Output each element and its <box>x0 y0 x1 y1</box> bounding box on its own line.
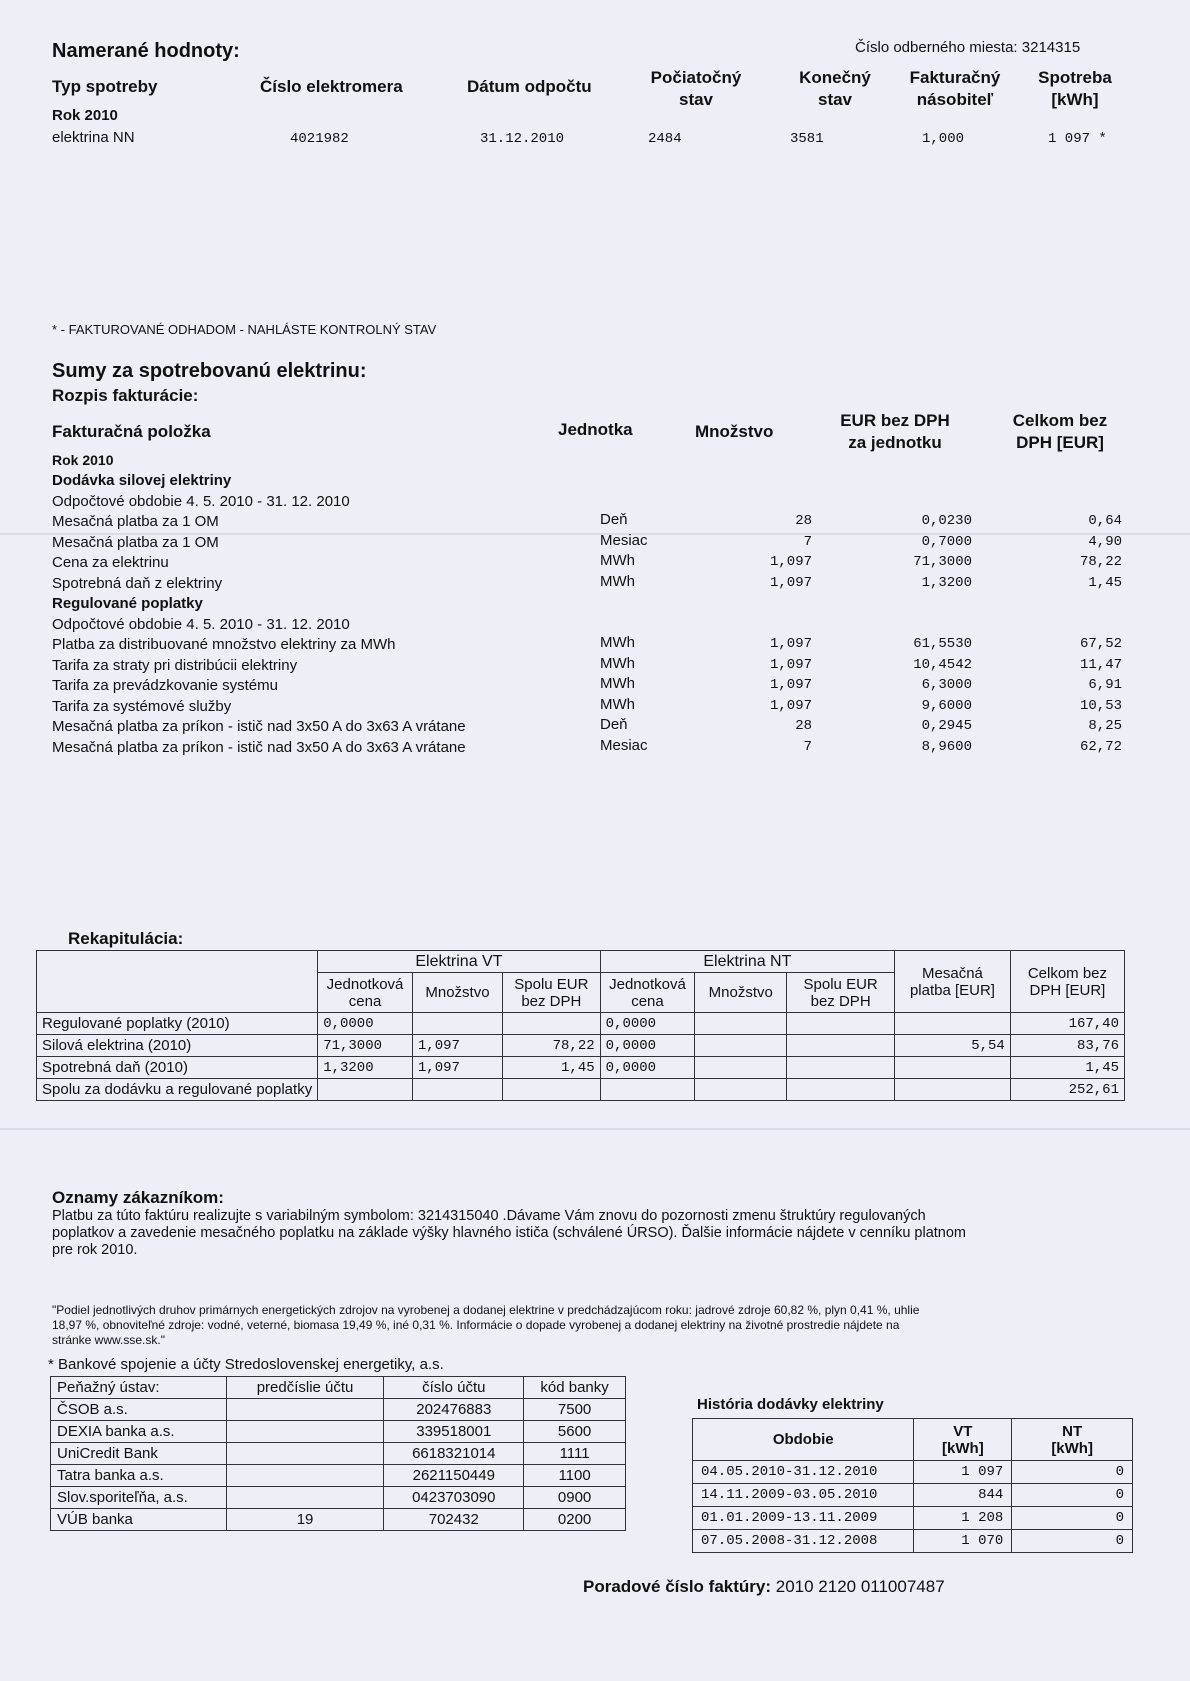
rekap-nt-sp: Spolu EUR bez DPH <box>787 973 895 1013</box>
col-kon: Konečný stav <box>799 68 871 109</box>
bank-prefix <box>226 1421 384 1443</box>
billing-unit: MWh <box>600 695 635 713</box>
bank-prefix <box>226 1399 384 1421</box>
billing-row <box>52 654 1132 678</box>
billing-total: 62,72 <box>1079 738 1122 755</box>
bank-row <box>51 1465 626 1487</box>
history-vt: 1 070 <box>914 1530 1012 1553</box>
invoice-value: 2010 2120 011007487 <box>775 1577 945 1596</box>
bank-code: 0200 <box>524 1509 626 1531</box>
rekap-cell-vt-sp <box>503 1013 601 1035</box>
history-vt: 1 097 <box>914 1461 1012 1484</box>
bank-col-header: kód banky <box>524 1377 626 1399</box>
billing-row <box>52 718 1132 739</box>
history-period: 01.01.2009-13.11.2009 <box>693 1507 914 1530</box>
billing-unit: MWh <box>600 634 635 651</box>
history-period: 04.05.2010-31.12.2010 <box>693 1461 914 1484</box>
history-nt: 0 <box>1012 1484 1133 1507</box>
rekap-nt-header: Elektrina NT <box>600 951 894 973</box>
history-nt: 0 <box>1012 1507 1133 1530</box>
history-nt: 0 <box>1012 1461 1133 1484</box>
rekap-cell-nt-jc: 0,0000 <box>600 1035 695 1057</box>
bank-col-header: Peňažný ústav: <box>51 1377 227 1399</box>
rekap-cell-nt-jc: 0,0000 <box>600 1057 695 1079</box>
billing-price: 0,0230 <box>921 513 972 529</box>
rekap-row <box>37 1079 1125 1101</box>
billing-price: 61,5530 <box>913 636 972 652</box>
billing-section <box>52 595 1132 616</box>
meter-datum: 31.12.2010 <box>480 131 565 147</box>
col-spo: Spotreba [kWh] <box>1038 68 1112 109</box>
billing-unit: MWh <box>600 572 635 590</box>
history-vt: 844 <box>914 1484 1012 1507</box>
rekap-vt-header: Elektrina VT <box>318 951 600 973</box>
history-period: 14.11.2009-03.05.2010 <box>693 1484 914 1507</box>
rekap-cell-vt-mn: 1,097 <box>412 1057 502 1079</box>
col-cislo: Číslo elektromera <box>260 77 403 96</box>
billing-price: 6,3000 <box>921 677 972 693</box>
billing-qty: 28 <box>795 513 812 529</box>
meter-fak: 1,000 <box>922 131 965 147</box>
bank-account: 202476883 <box>384 1399 524 1421</box>
bank-header-row <box>51 1377 626 1399</box>
rekap-cell-mp <box>895 1013 1011 1035</box>
rekap-cell-vt-jc: 0,0000 <box>318 1013 413 1035</box>
history-col-nt: NT [kWh] <box>1012 1419 1133 1461</box>
billing-item-label: Cena za elektrinu <box>52 554 169 571</box>
paper-fold <box>0 1128 1190 1130</box>
bank-account: 0423703090 <box>384 1487 524 1509</box>
billing-row <box>52 677 1132 698</box>
rekap-nt-mn: Množstvo <box>695 973 787 1013</box>
billing-qty: 7 <box>803 533 812 550</box>
bank-code: 1111 <box>524 1443 626 1465</box>
billing-price: 71,3000 <box>913 554 972 570</box>
history-row <box>693 1461 1133 1484</box>
billing-row <box>52 531 1132 555</box>
billing-qty: 1,097 <box>769 697 812 714</box>
billing-total: 78,22 <box>1079 554 1122 570</box>
billing-qty: 1,097 <box>769 554 812 570</box>
billing-total: 67,52 <box>1079 636 1122 652</box>
invoice-number: Poradové číslo faktúry: 2010 2120 011007487 <box>583 1577 945 1596</box>
rekap-cell-nt-jc <box>600 1079 695 1101</box>
estimate-footnote: * - FAKTUROVANÉ ODHADOM - NAHLÁSTE KONTROLNÝ STAV <box>52 322 437 337</box>
history-nt: 0 <box>1012 1530 1133 1553</box>
rekap-mp-header: Mesačná platba [EUR] <box>895 951 1011 1013</box>
billing-item-label: Spotrebná daň z elektriny <box>52 574 223 592</box>
history-row <box>693 1484 1133 1507</box>
bank-col-header: predčíslie účtu <box>226 1377 384 1399</box>
billing-qty: 1,097 <box>769 636 812 652</box>
rekap-cell-nt-sp <box>787 1013 895 1035</box>
bank-account: 6618321014 <box>384 1443 524 1465</box>
billing-unit: Mesiac <box>600 736 648 754</box>
rekap-row-label: Spolu za dodávku a regulované poplatky <box>37 1079 318 1101</box>
billing-total: 4,90 <box>1088 533 1122 550</box>
rekap-cell-cb: 167,40 <box>1010 1013 1124 1035</box>
rekap-row-label: Regulované poplatky (2010) <box>37 1013 318 1035</box>
history-col-vt: VT [kWh] <box>914 1419 1012 1461</box>
bank-name: ČSOB a.s. <box>51 1399 227 1421</box>
col-qty: Množstvo <box>695 422 774 441</box>
rekap-cell-vt-sp: 1,45 <box>503 1057 601 1079</box>
billing-unit: Mesiac <box>600 531 648 549</box>
rekap-vt-jc: Jednotková cena <box>318 973 413 1013</box>
rekap-nt-jc: Jednotková cena <box>600 973 695 1013</box>
history-col-period: Obdobie <box>693 1419 914 1461</box>
rekap-row <box>37 1057 1125 1079</box>
bank-row <box>51 1509 626 1531</box>
billing-period-label: Odpočtové obdobie 4. 5. 2010 - 31. 12. 2010 <box>52 492 350 510</box>
billing-qty: 7 <box>803 738 812 755</box>
bank-col-header: číslo účtu <box>384 1377 524 1399</box>
bank-prefix <box>226 1465 384 1487</box>
history-title: História dodávky elektriny <box>697 1396 884 1413</box>
bank-row <box>51 1399 626 1421</box>
billing-table <box>52 472 1132 759</box>
bank-account: 2621150449 <box>384 1465 524 1487</box>
rekap-cell-mp: 5,54 <box>895 1035 1011 1057</box>
history-vt: 1 208 <box>914 1507 1012 1530</box>
rekap-row-label: Spotrebná daň (2010) <box>37 1057 318 1079</box>
rekap-cell-nt-sp <box>787 1035 895 1057</box>
rekap-row-label: Silová elektrina (2010) <box>37 1035 318 1057</box>
col-price: EUR bez DPH za jednotku <box>840 411 950 452</box>
bank-row <box>51 1487 626 1509</box>
billing-price: 1,3200 <box>921 574 972 591</box>
bank-name: DEXIA banka a.s. <box>51 1421 227 1443</box>
history-table <box>692 1418 1133 1553</box>
billing-unit: MWh <box>600 654 635 672</box>
meter-typ: elektrina NN <box>52 129 135 146</box>
billing-section-label: Regulované poplatky <box>52 595 203 612</box>
col-total: Celkom bez DPH [EUR] <box>1012 411 1108 452</box>
bank-account: 702432 <box>384 1509 524 1531</box>
billing-item-label: Platba za distribuované množstvo elektriny za MWh <box>52 636 396 653</box>
billing-price: 0,7000 <box>921 533 972 550</box>
billing-qty: 1,097 <box>769 677 812 693</box>
billing-qty: 1,097 <box>769 574 812 591</box>
billing-total: 1,45 <box>1088 574 1122 591</box>
billing-item-label: Mesačná platba za 1 OM <box>52 533 219 551</box>
rekap-title: Rekapitulácia: <box>68 929 184 948</box>
notice-title: Oznamy zákazníkom: <box>52 1188 224 1207</box>
meter-kon: 3581 <box>790 131 824 147</box>
bank-name: Tatra banka a.s. <box>51 1465 227 1487</box>
om-value: 3214315 <box>1021 39 1081 56</box>
rekap-corner <box>37 951 318 1013</box>
billing-row <box>52 636 1132 657</box>
billing-section-label: Dodávka silovej elektriny <box>52 472 232 489</box>
rekap-cell-vt-sp: 78,22 <box>503 1035 601 1057</box>
meter-poc: 2484 <box>648 131 682 147</box>
bank-code: 7500 <box>524 1399 626 1421</box>
billing-period <box>52 616 1132 637</box>
billing-total: 6,91 <box>1088 677 1122 693</box>
meter-cislo: 4021982 <box>290 131 349 147</box>
col-item: Fakturačná položka <box>52 422 211 441</box>
rekap-table <box>36 950 1125 1101</box>
bank-code: 5600 <box>524 1421 626 1443</box>
billing-unit: Deň <box>600 511 628 528</box>
notice-text: Platbu za túto faktúru realizujte s variabilným symbolom: 3214315040 .Dávame Vám znovu do pozornosti zmenu štruktúry regulovaných poplatkov a zavedenie mesačného poplatku na základe výšky hlavného ističa (schválené ÚRSO). Ďalšie informácie nájdete v cenníku platnom pre rok 2010. <box>52 1208 967 1258</box>
sources-text: "Podiel jednotlivých druhov primárnych energetických zdrojov na vyrobenej a dodanej elektrine v predchádzajúcom roku: jadrové zdroje 60,82 %, plyn 0,41 %, uhlie 18,97 %, obnoviteľné zdroje: vodné, veterné, biomasa 19,49 %, iné 0,31 %. Informácie o dopade vyrobenej a dodanej elektriny na životné prostredie nájdete na stránke www.sse.sk." <box>52 1303 920 1347</box>
bank-title: * Bankové spojenie a účty Stredoslovenskej energetiky, a.s. <box>48 1356 444 1373</box>
rekap-cell-mp <box>895 1079 1011 1101</box>
rekap-cell-nt-mn <box>695 1013 787 1035</box>
rekap-cell-vt-mn <box>412 1079 502 1101</box>
rekap-cell-vt-sp <box>503 1079 601 1101</box>
bank-prefix: 19 <box>226 1509 384 1531</box>
col-datum: Dátum odpočtu <box>467 77 592 96</box>
billing-qty: 1,097 <box>769 656 812 673</box>
rekap-cell-vt-jc: 1,3200 <box>318 1057 413 1079</box>
bank-code: 1100 <box>524 1465 626 1487</box>
bank-row <box>51 1421 626 1443</box>
bank-name: Slov.sporiteľňa, a.s. <box>51 1487 227 1509</box>
bank-account: 339518001 <box>384 1421 524 1443</box>
rekap-cell-vt-mn <box>412 1013 502 1035</box>
billing-item-label: Mesačná platba za príkon - istič nad 3x50 A do 3x63 A vrátane <box>52 718 466 735</box>
bank-code: 0900 <box>524 1487 626 1509</box>
billing-qty: 28 <box>795 718 812 734</box>
col-unit: Jednotka <box>558 420 633 439</box>
sums-title: Sumy za spotrebovanú elektrinu: <box>52 360 367 382</box>
rekap-cell-nt-mn <box>695 1057 787 1079</box>
rekap-vt-mn: Množstvo <box>412 973 502 1013</box>
rekap-cell-cb: 83,76 <box>1010 1035 1124 1057</box>
billing-row <box>52 736 1132 760</box>
col-fak: Fakturačný násobiteľ <box>909 68 1001 109</box>
col-typ: Typ spotreby <box>52 77 158 96</box>
billing-row <box>52 572 1132 596</box>
col-poc: Počiatočný stav <box>650 68 742 109</box>
billing-price: 10,4542 <box>913 656 972 673</box>
meter-spo: 1 097 * <box>1048 131 1107 147</box>
rekap-cell-nt-mn <box>695 1035 787 1057</box>
meter-year: Rok 2010 <box>52 107 118 124</box>
rekap-cell-nt-sp <box>787 1079 895 1101</box>
billing-row <box>52 695 1132 719</box>
history-row <box>693 1530 1133 1553</box>
bank-row <box>51 1443 626 1465</box>
sums-subtitle: Rozpis fakturácie: <box>52 386 199 405</box>
measured-title: Namerané hodnoty: <box>52 40 240 62</box>
bank-table <box>50 1376 626 1531</box>
history-row <box>693 1507 1133 1530</box>
billing-total: 11,47 <box>1079 656 1122 673</box>
rekap-cell-cb: 1,45 <box>1010 1057 1124 1079</box>
rekap-cell-vt-mn: 1,097 <box>412 1035 502 1057</box>
billing-item-label: Tarifa za straty pri distribúcii elektriny <box>52 656 298 674</box>
billing-item-label: Mesačná platba za príkon - istič nad 3x50 A do 3x63 A vrátane <box>52 738 466 756</box>
om-label: Číslo odberného miesta: 3214315 <box>855 39 1081 56</box>
rekap-cell-cb: 252,61 <box>1010 1079 1124 1101</box>
rekap-cell-nt-mn <box>695 1079 787 1101</box>
rekap-cell-vt-jc <box>318 1079 413 1101</box>
billing-section <box>52 472 1132 493</box>
billing-period-label: Odpočtové obdobie 4. 5. 2010 - 31. 12. 2010 <box>52 615 350 633</box>
history-period: 07.05.2008-31.12.2008 <box>693 1530 914 1553</box>
billing-item-label: Mesačná platba za 1 OM <box>52 513 219 530</box>
billing-row <box>52 554 1132 575</box>
rekap-row <box>37 1013 1125 1035</box>
rekap-cell-mp <box>895 1057 1011 1079</box>
billing-total: 8,25 <box>1088 718 1122 734</box>
billing-price: 8,9600 <box>921 738 972 755</box>
rekap-vt-sp: Spolu EUR bez DPH <box>503 973 601 1013</box>
rekap-cell-nt-sp <box>787 1057 895 1079</box>
bank-prefix <box>226 1443 384 1465</box>
billing-total: 10,53 <box>1079 697 1122 714</box>
billing-price: 9,6000 <box>921 697 972 714</box>
billing-period <box>52 493 1132 514</box>
billing-item-label: Tarifa za systémové služby <box>52 697 232 715</box>
billing-row <box>52 513 1132 534</box>
rekap-cell-nt-jc: 0,0000 <box>600 1013 695 1035</box>
bank-name: VÚB banka <box>51 1509 227 1531</box>
billing-price: 0,2945 <box>921 718 972 734</box>
billing-total: 0,64 <box>1088 513 1122 529</box>
rekap-cb-header: Celkom bez DPH [EUR] <box>1010 951 1124 1013</box>
billing-unit: MWh <box>600 675 635 692</box>
billing-item-label: Tarifa za prevádzkovanie systému <box>52 677 278 694</box>
rekap-cell-vt-jc: 71,3000 <box>318 1035 413 1057</box>
rekap-row <box>37 1035 1125 1057</box>
bank-prefix <box>226 1487 384 1509</box>
billing-unit: MWh <box>600 552 635 569</box>
bank-name: UniCredit Bank <box>51 1443 227 1465</box>
billing-unit: Deň <box>600 716 628 733</box>
sums-year: Rok 2010 <box>52 452 114 468</box>
